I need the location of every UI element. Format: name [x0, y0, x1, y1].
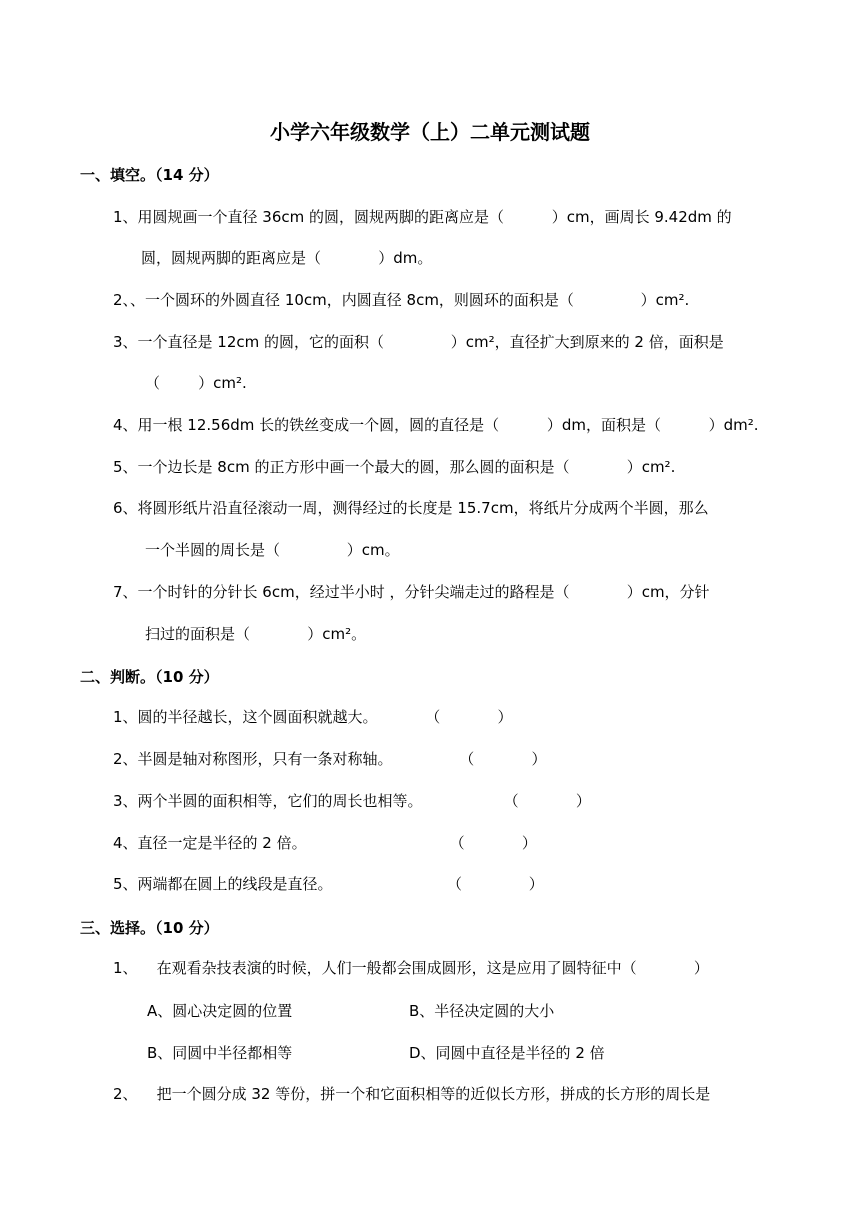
- question-line: 2、 把一个圆分成 32 等份，拼一个和它面积相等的近似长方形，拼成的长方形的周长是: [113, 1085, 711, 1103]
- option-a: A、圆心决定圆的位置: [147, 1002, 293, 1020]
- question-line: 4、直径一定是半径的 2 倍。 （ ）: [113, 834, 537, 852]
- option-d: D、同圆中直径是半径的 2 倍: [409, 1044, 605, 1062]
- question-line: 2、半圆是轴对称图形，只有一条对称轴。 （ ）: [113, 750, 547, 768]
- question-line: 3、两个半圆的面积相等，它们的周长也相等。 （ ）: [113, 792, 591, 810]
- question-line: 圆，圆规两脚的距离应是（ ）dm。: [141, 249, 433, 267]
- question-line: 2、、一个圆环的外圆直径 10cm，内圆直径 8cm，则圆环的面积是（ ）cm².: [113, 291, 690, 309]
- question-line: 1、圆的半径越长，这个圆面积就越大。 （ ）: [113, 708, 513, 726]
- section-heading-choice: 三、选择。（10 分）: [80, 919, 219, 937]
- section-heading-judge: 二、判断。（10 分）: [80, 668, 219, 686]
- question-line: 5、两端都在圆上的线段是直径。 （ ）: [113, 875, 544, 893]
- question-line: 1、用圆规画一个直径 36cm 的圆，圆规两脚的距离应是（ ）cm，画周长 9.42dm 的: [113, 208, 732, 226]
- question-line: （ ）cm².: [145, 374, 247, 392]
- question-line: 1、 在观看杂技表演的时候，人们一般都会围成圆形，这是应用了圆特征中（ ）: [113, 959, 709, 977]
- option-c: B、同圆中半径都相等: [147, 1044, 293, 1062]
- question-line: 一个半圆的周长是（ ）cm。: [145, 541, 400, 559]
- question-line: 扫过的面积是（ ）cm²。: [145, 625, 367, 643]
- page-title: 小学六年级数学（上）二单元测试题: [270, 120, 590, 144]
- question-line: 5、一个边长是 8cm 的正方形中画一个最大的圆，那么圆的面积是（ ）cm².: [113, 458, 676, 476]
- question-line: 6、将圆形纸片沿直径滚动一周，测得经过的长度是 15.7cm，将纸片分成两个半圆，那么: [113, 499, 709, 517]
- option-b: B、半径决定圆的大小: [409, 1002, 555, 1020]
- question-line: 7、一个时针的分针长 6cm，经过半小时 ，分针尖端走过的路程是（ ）cm，分针: [113, 583, 710, 601]
- question-line: 4、用一根 12.56dm 长的铁丝变成一个圆，圆的直径是（ ）dm，面积是（ ）dm².: [113, 416, 759, 434]
- section-heading-fill: 一、填空。（14 分）: [80, 166, 219, 184]
- question-line: 3、一个直径是 12cm 的圆，它的面积（ ）cm²，直径扩大到原来的 2 倍，面积是: [113, 333, 724, 351]
